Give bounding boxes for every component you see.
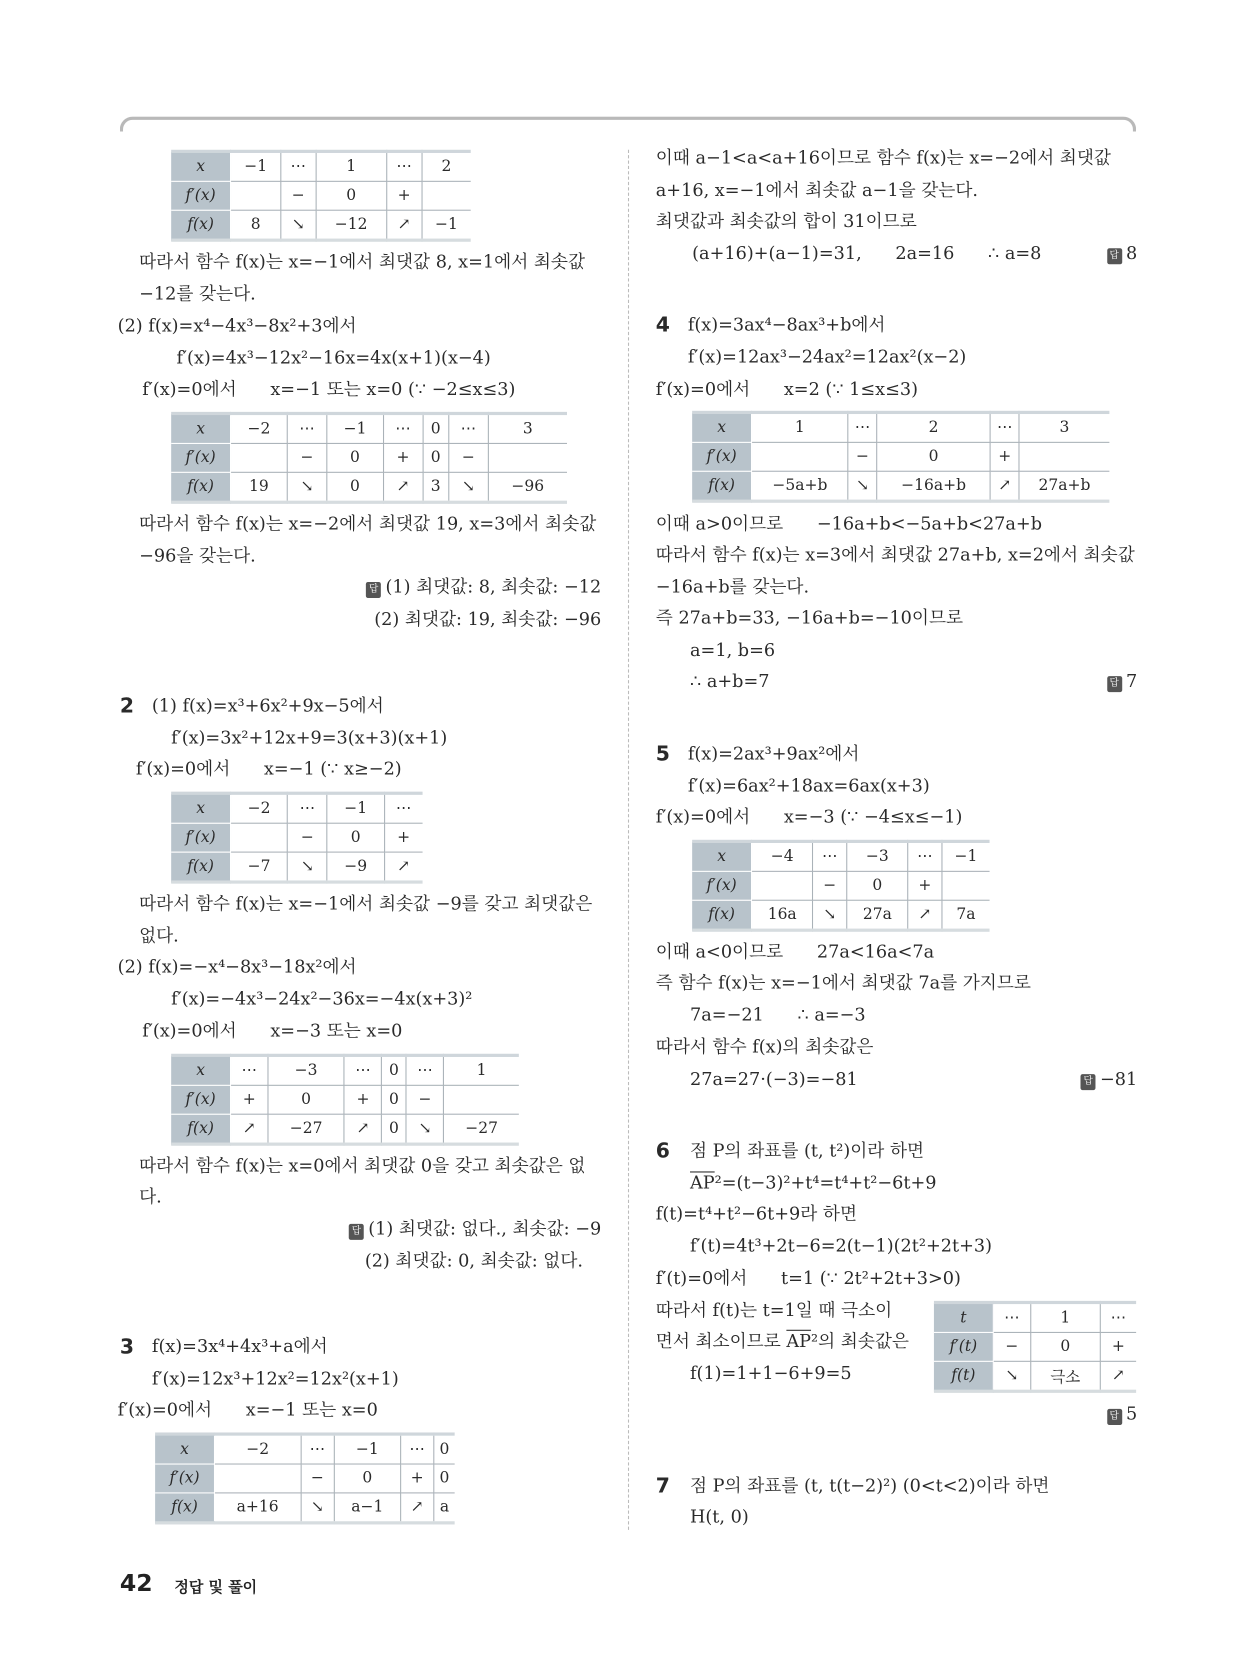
variation-table (171, 412, 567, 504)
row-header-cell: f′(x) (171, 1085, 230, 1114)
table-cell: ↗ (344, 1114, 381, 1144)
table-cell: 0 (434, 1434, 455, 1464)
table-cell: 2 (422, 151, 471, 181)
table-cell (444, 1085, 519, 1114)
text-line: f′(x)=0에서 x=2 (∵ 1≤x≤3) (655, 378, 919, 400)
table-cell: 0 (327, 443, 384, 472)
row-header-cell: f(x) (171, 210, 230, 240)
table-row (171, 472, 567, 502)
table-cell: ↗ (401, 1493, 434, 1523)
table-cell: −3 (847, 841, 908, 871)
table-cell: ↘ (406, 1114, 443, 1144)
text-line: f′(x)=−4x³−24x²−36x=−4x(x+3)² (171, 988, 473, 1009)
table-cell: 3 (488, 413, 567, 443)
table-cell: 0 (327, 472, 384, 502)
text-line: 7a=−21 ∴ a=−3 (690, 1004, 866, 1025)
text-line: f(x)=3x⁴+4x³+a에서 (151, 1336, 328, 1357)
table-cell: 1 (444, 1055, 519, 1085)
table-cell: + (1100, 1332, 1136, 1361)
variation-table (934, 1301, 1136, 1393)
table-cell: ⋯ (387, 151, 422, 181)
table-cell: ⋯ (383, 413, 422, 443)
text-line: 따라서 f(t)는 t=1일 때 극소이 (655, 1299, 893, 1321)
table-row (155, 1493, 455, 1523)
table-cell: −1 (327, 413, 384, 443)
text-part: 면서 최소이므로 (655, 1330, 787, 1352)
table-cell: −2 (231, 793, 288, 823)
text-line: f′(x)=0에서 x=−3 (∵ −4≤x≤−1) (655, 806, 963, 827)
table-row (692, 471, 1109, 501)
table-cell: ⋯ (848, 412, 877, 442)
table-cell: ↘ (301, 1493, 334, 1523)
table-cell (231, 823, 288, 852)
table-cell: − (288, 823, 328, 852)
table-cell: + (908, 871, 942, 900)
table-cell (752, 871, 813, 900)
table-cell: ⋯ (231, 1055, 268, 1085)
table-cell: 1 (1031, 1302, 1101, 1332)
table-cell: 0 (327, 823, 384, 852)
table-cell: − (301, 1464, 334, 1493)
table-cell (1019, 442, 1109, 471)
table-cell: ↘ (287, 472, 326, 502)
text-line: −12를 갖는다. (139, 283, 256, 304)
table-row (934, 1361, 1136, 1391)
table-row (934, 1302, 1136, 1332)
row-header-cell: f′(x) (692, 871, 751, 900)
table-cell: 27a+b (1019, 471, 1109, 501)
table-cell: 0 (382, 1114, 407, 1144)
answer (1107, 241, 1137, 267)
table-cell: 2 (877, 412, 991, 442)
text-line: f(t)=t⁴+t²−6t+9라 하면 (655, 1203, 858, 1224)
table-row (692, 841, 989, 871)
table-row (171, 210, 471, 240)
table-cell: ⋯ (990, 412, 1019, 442)
table-cell: a−1 (334, 1493, 401, 1523)
text-line: 27a=27·(−3)=−81 (690, 1068, 858, 1090)
text-line: f′(x)=3x²+12x+9=3(x+3)(x+1) (171, 727, 448, 748)
top-rule (120, 117, 1136, 132)
table-cell: − (848, 442, 877, 471)
row-header-cell: f′(x) (171, 443, 230, 472)
table-cell: ↘ (993, 1361, 1030, 1391)
table-cell: ↗ (990, 471, 1019, 501)
text-line: 따라서 함수 f(x)는 x=−1에서 최솟값 −9를 갖고 최댓값은 (139, 893, 593, 914)
table-cell: − (813, 871, 847, 900)
row-header-cell: f′(t) (934, 1332, 993, 1361)
answer-text: −81 (1099, 1068, 1138, 1090)
table-cell: 19 (231, 472, 288, 502)
table-cell: ⋯ (908, 841, 942, 871)
answer-text: (1) 최댓값: 없다., 최솟값: −9 (368, 1218, 602, 1239)
table-cell: + (401, 1464, 434, 1493)
answer (1107, 1401, 1137, 1427)
text-line: (1) f(x)=x³+6x²+9x−5에서 (151, 695, 384, 716)
text-line: f′(x)=6ax²+18ax=6ax(x+3) (687, 775, 930, 796)
table-cell: −12 (316, 210, 387, 240)
table-cell: 8 (231, 210, 281, 240)
table-cell: ↗ (231, 1114, 268, 1144)
column-divider (628, 150, 629, 1530)
answer-icon: 답 (1107, 248, 1122, 264)
text-line: f′(x)=12ax³−24ax²=12ax²(x−2) (687, 346, 967, 367)
text-line: 이때 a>0이므로 −16a+b<−5a+b<27a+b (655, 513, 1043, 534)
table-cell (231, 181, 281, 210)
text-line: 최댓값과 최솟값의 합이 31이므로 (655, 210, 917, 232)
table-cell (488, 443, 567, 472)
variation-table (692, 840, 989, 932)
table-row (692, 871, 989, 900)
text-line: 따라서 함수 f(x)는 x=0에서 최댓값 0을 갖고 최솟값은 없 (139, 1155, 586, 1176)
answer-text: (2) 최댓값: 0, 최솟값: 없다. (364, 1250, 584, 1271)
problem-number: 2 (119, 694, 134, 718)
text-line: f′(x)=12x³+12x²=12x²(x+1) (151, 1368, 399, 1389)
footer-title: 정답 및 풀이 (174, 1579, 258, 1597)
text-line: f(x)=3ax⁴−8ax³+b에서 (687, 314, 886, 335)
table-cell: −27 (444, 1114, 519, 1144)
text-line: (2) f(x)=−x⁴−8x³−18x²에서 (117, 956, 357, 977)
table-cell: ⋯ (344, 1055, 381, 1085)
row-header-cell: f′(x) (692, 442, 751, 471)
row-header-cell: t (934, 1302, 993, 1332)
table-cell: − (287, 443, 326, 472)
table-cell: −5a+b (752, 471, 849, 501)
table-cell: − (993, 1332, 1030, 1361)
text-line: 따라서 함수 f(x)의 최솟값은 (655, 1036, 874, 1057)
table-cell: −2 (214, 1434, 300, 1464)
text-line: f(x)=2ax³+9ax²에서 (687, 743, 860, 764)
equation-text: ²=(t−3)²+t⁴=t⁴+t²−6t+9 (714, 1172, 937, 1193)
problem-number: 5 (655, 742, 670, 766)
problem-number: 6 (655, 1139, 670, 1163)
table-cell: −27 (268, 1114, 344, 1144)
table-cell: ↘ (288, 852, 328, 882)
table-cell: ⋯ (287, 413, 326, 443)
row-header-cell: f(x) (171, 852, 230, 882)
table-cell: −1 (334, 1434, 401, 1464)
answer (349, 1216, 601, 1242)
table-cell: a+16 (214, 1493, 300, 1523)
text-line: f′(x)=0에서 x=−1 또는 x=0 (117, 1399, 378, 1420)
table-row (692, 900, 989, 930)
row-header-cell: x (155, 1434, 214, 1464)
answer-text: (2) 최댓값: 19, 최솟값: −96 (374, 608, 602, 630)
text-line: 따라서 함수 f(x)는 x=−1에서 최댓값 8, x=1에서 최솟값 (139, 251, 586, 272)
table-cell: 0 (1031, 1332, 1101, 1361)
table-cell: 0 (382, 1085, 407, 1114)
table-cell: −4 (752, 841, 813, 871)
table-cell: 0 (316, 181, 387, 210)
table-cell: 7a (942, 900, 990, 930)
table-row (171, 1085, 519, 1114)
answer-text: (1) 최댓값: 8, 최솟값: −12 (385, 576, 602, 597)
table-row (171, 151, 471, 181)
answer-icon: 답 (349, 1224, 364, 1240)
table-cell: ⋯ (281, 151, 316, 181)
table-cell: 16a (752, 900, 813, 930)
table-cell: 1 (316, 151, 387, 181)
answer-icon: 답 (1107, 676, 1122, 692)
table-cell: + (384, 823, 422, 852)
table-cell: 0 (268, 1085, 344, 1114)
problem-number: 4 (655, 313, 670, 337)
table-row (155, 1434, 455, 1464)
text-line: f′(x)=4x³−12x²−16x=4x(x+1)(x−4) (176, 347, 491, 369)
row-header-cell: f′(x) (171, 823, 230, 852)
row-header-cell: x (692, 841, 751, 871)
table-cell: 극소 (1031, 1361, 1101, 1391)
row-header-cell: f′(x) (155, 1464, 214, 1493)
variation-table (171, 1054, 519, 1146)
table-cell: ↗ (384, 852, 422, 882)
table-cell: −16a+b (877, 471, 991, 501)
table-cell: 0 (877, 442, 991, 471)
table-row (171, 181, 471, 210)
text-line: f′(x)=0에서 x=−1 (∵ x≥−2) (135, 758, 402, 779)
table-cell: ⋯ (401, 1434, 434, 1464)
table-cell: 27a (847, 900, 908, 930)
problem-number: 3 (119, 1335, 134, 1359)
table-cell: 0 (334, 1464, 401, 1493)
table-cell: ↘ (813, 900, 847, 930)
table-cell: −1 (422, 210, 471, 240)
table-cell: 0 (434, 1464, 455, 1493)
table-cell: ↗ (387, 210, 422, 240)
table-cell: + (231, 1085, 268, 1114)
table-cell: + (990, 442, 1019, 471)
text-line: 이때 a−1<a<a+16이므로 함수 f(x)는 x=−2에서 최댓값 (655, 147, 1111, 168)
text-line: f′(t)=4t³+2t−6=2(t−1)(2t²+2t+3) (690, 1235, 992, 1256)
table-cell: 0 (382, 1055, 407, 1085)
text-line: 따라서 함수 f(x)는 x=3에서 최댓값 27a+b, x=2에서 최솟값 (655, 544, 1135, 565)
text-line: 점 P의 좌표를 (t, t²)이라 하면 (690, 1140, 925, 1161)
table-cell: ↘ (449, 472, 488, 502)
table-row (155, 1464, 455, 1493)
table-cell: ↗ (383, 472, 422, 502)
row-header-cell: x (692, 412, 751, 442)
answer-icon: 답 (366, 582, 381, 598)
variation-table (155, 1432, 455, 1524)
table-cell: −3 (268, 1055, 344, 1085)
table-cell: 0 (423, 443, 449, 472)
text-line: (a+16)+(a−1)=31, 2a=16 ∴ a=8 (692, 242, 1042, 264)
table-cell (422, 181, 471, 210)
table-cell: 3 (423, 472, 449, 502)
text-line: −16a+b를 갖는다. (655, 576, 810, 597)
row-header-cell: x (171, 793, 230, 823)
table-cell: −7 (231, 852, 288, 882)
text-line: 다. (139, 1186, 162, 1207)
table-cell (214, 1464, 300, 1493)
table-cell: + (383, 443, 422, 472)
table-cell: ⋯ (813, 841, 847, 871)
segment-ap: $\overline{AP}$ (690, 1172, 715, 1193)
segment-ap: $\overline{AP}$ (786, 1330, 812, 1352)
row-header-cell: x (171, 151, 230, 181)
text-part: ²의 최솟값은 (811, 1330, 909, 1352)
row-header-cell: f(x) (155, 1493, 214, 1523)
table-row (171, 413, 567, 443)
variation-table (171, 150, 471, 242)
text-line: a+16, x=−1에서 최솟값 a−1을 갖는다. (655, 179, 979, 201)
table-cell: − (406, 1085, 443, 1114)
variation-table (171, 792, 422, 884)
table-cell: ⋯ (449, 413, 488, 443)
text-line: 없다. (139, 925, 179, 946)
text-line: 즉 27a+b=33, −16a+b=−10이므로 (655, 607, 964, 628)
answer-icon: 답 (1107, 1409, 1122, 1425)
text-line: 점 P의 좌표를 (t, t(t−2)²) (0<t<2)이라 하면 (690, 1475, 1050, 1496)
text-line: H(t, 0) (690, 1506, 749, 1527)
table-cell: + (387, 181, 422, 210)
text-line: f′(x)=0에서 x=−3 또는 x=0 (142, 1020, 403, 1041)
answer-text: 7 (1125, 670, 1138, 692)
table-cell (752, 442, 849, 471)
table-cell: a (434, 1493, 455, 1523)
table-row (692, 412, 1109, 442)
text-line: 즉 함수 f(x)는 x=−1에서 최댓값 7a를 가지므로 (655, 972, 1031, 993)
text-line: −96을 갖는다. (139, 545, 256, 566)
text-line: a=1, b=6 (690, 639, 776, 661)
table-cell: ⋯ (1100, 1302, 1136, 1332)
table-cell: + (344, 1085, 381, 1114)
table-cell (942, 871, 990, 900)
table-row (934, 1332, 1136, 1361)
table-cell: − (281, 181, 316, 210)
table-cell: 0 (423, 413, 449, 443)
table-cell: ↗ (1100, 1361, 1136, 1391)
page-number: 42 (119, 1570, 153, 1598)
variation-table (692, 411, 1109, 503)
row-header-cell: f(x) (692, 471, 751, 501)
table-cell: 0 (847, 871, 908, 900)
text-line (690, 1170, 936, 1196)
text-line (656, 1329, 909, 1355)
table-cell: −2 (231, 413, 288, 443)
text-line: 따라서 함수 f(x)는 x=−2에서 최댓값 19, x=3에서 최솟값 (139, 513, 597, 534)
table-row (171, 793, 422, 823)
table-cell: −1 (942, 841, 990, 871)
text-line: f′(x)=0에서 x=−1 또는 x=0 (∵ −2≤x≤3) (142, 378, 516, 400)
table-cell: ⋯ (288, 793, 328, 823)
table-cell: 1 (752, 412, 849, 442)
text-line: f′(t)=0에서 t=1 (∵ 2t²+2t+3>0) (655, 1267, 961, 1289)
problem-number: 7 (655, 1474, 670, 1498)
table-row (692, 442, 1109, 471)
row-header-cell: f(x) (171, 472, 230, 502)
answer (1081, 1067, 1138, 1093)
table-cell: ↗ (908, 900, 942, 930)
text-line: ∴ a+b=7 (690, 670, 770, 692)
table-row (171, 1055, 519, 1085)
row-header-cell: x (171, 1055, 230, 1085)
table-cell: −9 (327, 852, 384, 882)
table-cell: ⋯ (301, 1434, 334, 1464)
row-header-cell: x (171, 413, 230, 443)
table-cell: ↘ (848, 471, 877, 501)
table-cell: −1 (231, 151, 281, 181)
table-cell: −96 (488, 472, 567, 502)
row-header-cell: f(t) (934, 1361, 993, 1391)
answer-icon: 답 (1081, 1074, 1096, 1090)
answer (1107, 669, 1137, 695)
table-cell: ⋯ (384, 793, 422, 823)
table-row (171, 1114, 519, 1144)
table-cell: ⋯ (406, 1055, 443, 1085)
answer-text: 5 (1125, 1403, 1138, 1424)
table-cell: ↘ (281, 210, 316, 240)
row-header-cell: f′(x) (171, 181, 230, 210)
table-cell (231, 443, 288, 472)
row-header-cell: f(x) (692, 900, 751, 930)
text-line: f(1)=1+1−6+9=5 (690, 1362, 852, 1384)
table-cell: 3 (1019, 412, 1109, 442)
table-row (171, 443, 567, 472)
row-header-cell: f(x) (171, 1114, 230, 1144)
table-row (171, 823, 422, 852)
table-cell: −1 (327, 793, 384, 823)
text-line: 이때 a<0이므로 27a<16a<7a (655, 941, 935, 962)
table-row (171, 852, 422, 882)
answer (366, 574, 601, 600)
table-cell: − (449, 443, 488, 472)
text-line: (2) f(x)=x⁴−4x³−8x²+3에서 (117, 315, 357, 336)
answer-text: 8 (1125, 242, 1138, 264)
table-cell: ⋯ (993, 1302, 1030, 1332)
